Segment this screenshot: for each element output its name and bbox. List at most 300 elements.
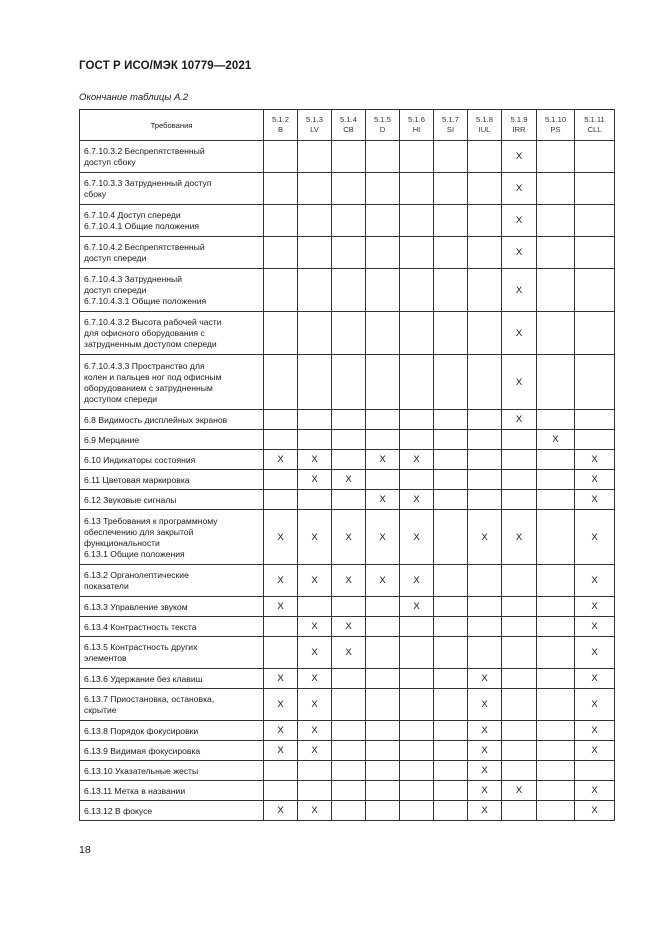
requirement-cell <box>80 450 264 470</box>
requirement-cell <box>80 637 264 669</box>
mark-cell <box>400 689 434 721</box>
mark-cell: X <box>298 565 332 597</box>
mark-cell <box>434 430 468 450</box>
requirement-text: 6.7.10.4.3.3 Пространство для <box>84 360 205 371</box>
column-header: 5.1.8 IUL <box>468 110 502 141</box>
mark-cell: X <box>537 430 575 450</box>
requirement-text: 6.7.10.4.1 Общие положения <box>84 221 200 231</box>
mark-cell <box>366 669 400 689</box>
mark-cell: X <box>400 490 434 510</box>
mark-cell <box>298 312 332 355</box>
requirement-text: показатели <box>84 581 129 591</box>
mark-cell <box>264 617 298 637</box>
table-row <box>80 237 615 269</box>
mark-cell <box>264 173 298 205</box>
mark-cell <box>537 801 575 821</box>
mark-cell <box>537 781 575 801</box>
table-row <box>80 669 615 689</box>
requirement-text: элементов <box>84 653 127 663</box>
mark-cell <box>434 781 468 801</box>
mark-cell <box>575 761 615 781</box>
mark-cell <box>298 490 332 510</box>
mark-cell <box>332 173 366 205</box>
requirements-table <box>79 109 615 821</box>
requirement-cell <box>80 801 264 821</box>
mark-cell: X <box>575 637 615 669</box>
mark-cell: X <box>502 141 537 173</box>
mark-cell: X <box>575 490 615 510</box>
requirement-cell <box>80 269 264 312</box>
mark-cell <box>434 355 468 410</box>
mark-cell <box>537 450 575 470</box>
mark-cell <box>366 741 400 761</box>
mark-cell: X <box>298 450 332 470</box>
mark-cell <box>434 237 468 269</box>
mark-cell <box>366 781 400 801</box>
mark-cell <box>537 510 575 565</box>
requirement-text: 6.13.5 Контрастность других <box>84 642 198 652</box>
table-header-row <box>80 110 615 141</box>
mark-cell <box>468 470 502 490</box>
table-row <box>80 205 615 237</box>
mark-cell <box>366 689 400 721</box>
mark-cell <box>537 173 575 205</box>
mark-cell: X <box>298 470 332 490</box>
mark-cell <box>434 617 468 637</box>
mark-cell: X <box>575 565 615 597</box>
mark-cell <box>366 430 400 450</box>
mark-cell <box>332 269 366 312</box>
mark-cell <box>434 741 468 761</box>
requirement-cell <box>80 490 264 510</box>
requirement-text: колен и пальцев ног под офисным <box>84 371 222 382</box>
mark-cell: X <box>400 597 434 617</box>
requirement-text: доступ спереди <box>84 285 147 295</box>
mark-cell <box>366 721 400 741</box>
mark-cell <box>502 741 537 761</box>
column-header: 5.1.11 CLL <box>575 110 615 141</box>
table-row <box>80 637 615 669</box>
column-header: 5.1.5 D <box>366 110 400 141</box>
table-row <box>80 510 615 565</box>
requirement-cell <box>80 565 264 597</box>
mark-cell <box>575 205 615 237</box>
mark-cell <box>537 205 575 237</box>
mark-cell: X <box>332 637 366 669</box>
column-header: 5.1.6 HI <box>400 110 434 141</box>
mark-cell <box>502 801 537 821</box>
table-row <box>80 689 615 721</box>
mark-cell <box>366 410 400 430</box>
requirement-text: 6.13.8 Порядок фокусировки <box>84 725 199 736</box>
mark-cell <box>537 141 575 173</box>
table-row <box>80 141 615 173</box>
table-row <box>80 597 615 617</box>
mark-cell: X <box>502 410 537 430</box>
mark-cell <box>366 470 400 490</box>
mark-cell <box>468 617 502 637</box>
mark-cell <box>366 597 400 617</box>
requirement-text: оборудованием с затрудненным <box>84 382 213 393</box>
mark-cell: X <box>575 597 615 617</box>
mark-cell <box>575 269 615 312</box>
mark-cell <box>332 490 366 510</box>
mark-cell <box>400 269 434 312</box>
requirement-cell <box>80 173 264 205</box>
requirement-text: затрудненным доступом спереди <box>84 339 217 349</box>
table-row <box>80 617 615 637</box>
mark-cell <box>264 205 298 237</box>
mark-cell <box>575 237 615 269</box>
mark-cell <box>332 430 366 450</box>
mark-cell <box>366 173 400 205</box>
mark-cell: X <box>298 637 332 669</box>
mark-cell <box>434 312 468 355</box>
table-row <box>80 801 615 821</box>
mark-cell <box>468 410 502 430</box>
requirement-text: для офисного оборудования с <box>84 328 205 338</box>
requirement-text: 6.13.2 Органолептические <box>84 570 189 580</box>
mark-cell <box>502 761 537 781</box>
mark-cell <box>400 355 434 410</box>
mark-cell <box>434 721 468 741</box>
mark-cell: X <box>298 721 332 741</box>
mark-cell <box>332 450 366 470</box>
requirement-cell <box>80 510 264 565</box>
mark-cell <box>537 410 575 430</box>
mark-cell <box>468 490 502 510</box>
requirement-text: 6.7.10.4.3.2 Высота рабочей части <box>84 317 222 327</box>
requirement-text: обеспечению для закрытой <box>84 526 194 537</box>
mark-cell: X <box>400 450 434 470</box>
table-row <box>80 761 615 781</box>
column-header: 5.1.2 B <box>264 110 298 141</box>
mark-cell <box>537 637 575 669</box>
requirement-text: 6.12 Звуковые сигналы <box>84 494 177 505</box>
mark-cell: X <box>264 689 298 721</box>
mark-cell <box>537 617 575 637</box>
table-row <box>80 355 615 410</box>
mark-cell <box>332 741 366 761</box>
mark-cell: X <box>298 689 332 721</box>
mark-cell <box>264 470 298 490</box>
table-row <box>80 781 615 801</box>
mark-cell <box>332 801 366 821</box>
mark-cell <box>400 410 434 430</box>
mark-cell <box>434 597 468 617</box>
requirement-cell <box>80 141 264 173</box>
mark-cell <box>332 141 366 173</box>
mark-cell <box>537 269 575 312</box>
requirement-cell <box>80 669 264 689</box>
mark-cell <box>537 490 575 510</box>
mark-cell: X <box>468 741 502 761</box>
mark-cell: X <box>575 801 615 821</box>
requirement-text: скрытие <box>84 705 117 715</box>
requirement-text: сбоку <box>84 189 107 199</box>
column-header: 5.1.10 PS <box>537 110 575 141</box>
mark-cell <box>264 781 298 801</box>
mark-cell <box>400 312 434 355</box>
mark-cell <box>366 269 400 312</box>
mark-cell: X <box>366 510 400 565</box>
mark-cell <box>537 721 575 741</box>
requirement-text: функциональности <box>84 537 160 548</box>
column-header: 5.1.4 CB <box>332 110 366 141</box>
mark-cell: X <box>298 741 332 761</box>
mark-cell <box>400 237 434 269</box>
mark-cell: X <box>366 565 400 597</box>
mark-cell <box>400 173 434 205</box>
mark-cell <box>366 205 400 237</box>
requirement-cell <box>80 470 264 490</box>
mark-cell <box>575 430 615 450</box>
table-row <box>80 470 615 490</box>
mark-cell <box>502 669 537 689</box>
mark-cell <box>434 141 468 173</box>
mark-cell <box>434 470 468 490</box>
mark-cell <box>434 205 468 237</box>
mark-cell <box>264 237 298 269</box>
mark-cell <box>434 801 468 821</box>
mark-cell <box>298 761 332 781</box>
mark-cell <box>264 141 298 173</box>
mark-cell <box>434 637 468 669</box>
mark-cell <box>468 597 502 617</box>
mark-cell <box>264 410 298 430</box>
mark-cell <box>366 237 400 269</box>
mark-cell: X <box>502 269 537 312</box>
mark-cell <box>400 637 434 669</box>
table-row <box>80 410 615 430</box>
mark-cell: X <box>575 721 615 741</box>
requirement-text: 6.13.11 Метка в названии <box>84 785 186 796</box>
mark-cell <box>434 761 468 781</box>
mark-cell <box>400 741 434 761</box>
mark-cell <box>468 430 502 450</box>
mark-cell: X <box>502 205 537 237</box>
mark-cell <box>264 430 298 450</box>
requirement-text: доступ сбоку <box>84 157 136 167</box>
mark-cell <box>332 410 366 430</box>
mark-cell <box>298 269 332 312</box>
mark-cell <box>468 269 502 312</box>
mark-cell <box>264 490 298 510</box>
table-row <box>80 312 615 355</box>
mark-cell: X <box>575 741 615 761</box>
mark-cell: X <box>468 801 502 821</box>
mark-cell <box>502 721 537 741</box>
table-row <box>80 450 615 470</box>
mark-cell <box>468 205 502 237</box>
mark-cell <box>366 355 400 410</box>
mark-cell <box>575 355 615 410</box>
mark-cell <box>434 510 468 565</box>
column-header: 5.1.3 LV <box>298 110 332 141</box>
mark-cell <box>502 597 537 617</box>
requirement-cell <box>80 761 264 781</box>
mark-cell <box>400 430 434 450</box>
mark-cell <box>400 617 434 637</box>
mark-cell <box>298 205 332 237</box>
mark-cell <box>502 450 537 470</box>
requirement-text: доступом спереди <box>84 393 158 404</box>
mark-cell <box>264 269 298 312</box>
mark-cell: X <box>468 510 502 565</box>
mark-cell <box>366 801 400 821</box>
requirement-text: 6.13.10 Указательные жесты <box>84 765 199 776</box>
table-row <box>80 490 615 510</box>
mark-cell: X <box>332 470 366 490</box>
mark-cell <box>366 617 400 637</box>
mark-cell: X <box>366 450 400 470</box>
mark-cell <box>537 355 575 410</box>
mark-cell: X <box>502 237 537 269</box>
mark-cell: X <box>264 597 298 617</box>
mark-cell <box>332 312 366 355</box>
mark-cell <box>502 637 537 669</box>
mark-cell: X <box>298 617 332 637</box>
requirement-text: 6.11 Цветовая маркировка <box>84 474 190 485</box>
mark-cell <box>537 761 575 781</box>
mark-cell <box>298 141 332 173</box>
mark-cell <box>502 470 537 490</box>
requirement-cell <box>80 617 264 637</box>
mark-cell: X <box>264 450 298 470</box>
mark-cell: X <box>502 510 537 565</box>
requirement-cell <box>80 237 264 269</box>
mark-cell <box>332 721 366 741</box>
mark-cell <box>434 173 468 205</box>
mark-cell <box>502 617 537 637</box>
mark-cell: X <box>264 565 298 597</box>
mark-cell <box>400 205 434 237</box>
requirement-text: 6.7.10.3.3 Затрудненный доступ <box>84 178 212 188</box>
mark-cell <box>332 205 366 237</box>
requirement-text: 6.7.10.4.3.1 Общие положения <box>84 296 207 306</box>
mark-cell <box>434 689 468 721</box>
mark-cell <box>264 312 298 355</box>
mark-cell <box>298 597 332 617</box>
mark-cell <box>400 669 434 689</box>
mark-cell <box>332 689 366 721</box>
requirement-text: 6.7.10.4.3 Затрудненный <box>84 274 183 284</box>
mark-cell: X <box>502 355 537 410</box>
mark-cell <box>332 237 366 269</box>
mark-cell <box>468 565 502 597</box>
mark-cell <box>468 637 502 669</box>
mark-cell: X <box>468 781 502 801</box>
requirement-text: 6.13.9 Видимая фокусировка <box>84 745 201 756</box>
mark-cell <box>298 781 332 801</box>
mark-cell: X <box>332 617 366 637</box>
mark-cell <box>264 761 298 781</box>
mark-cell <box>502 565 537 597</box>
mark-cell: X <box>264 741 298 761</box>
mark-cell <box>298 430 332 450</box>
mark-cell: X <box>264 801 298 821</box>
mark-cell: X <box>264 669 298 689</box>
requirement-text: 6.13 Требования к программному <box>84 515 218 526</box>
column-header: 5.1.9 IRR <box>502 110 537 141</box>
mark-cell: X <box>264 721 298 741</box>
requirement-cell <box>80 205 264 237</box>
mark-cell: X <box>575 617 615 637</box>
mark-cell: X <box>468 761 502 781</box>
mark-cell <box>298 410 332 430</box>
requirement-text: 6.7.10.3.2 Беспрепятственный <box>84 146 205 156</box>
mark-cell <box>434 269 468 312</box>
mark-cell <box>502 430 537 450</box>
mark-cell <box>434 450 468 470</box>
mark-cell <box>468 141 502 173</box>
mark-cell <box>434 410 468 430</box>
mark-cell: X <box>400 510 434 565</box>
mark-cell <box>366 761 400 781</box>
mark-cell <box>366 312 400 355</box>
requirement-text: 6.13.1 Общие положения <box>84 548 185 559</box>
mark-cell <box>468 312 502 355</box>
requirement-cell <box>80 430 264 450</box>
mark-cell <box>575 312 615 355</box>
requirement-cell <box>80 741 264 761</box>
page-number: 18 <box>79 844 91 856</box>
mark-cell <box>537 312 575 355</box>
table-row <box>80 565 615 597</box>
mark-cell: X <box>575 781 615 801</box>
mark-cell: X <box>264 510 298 565</box>
mark-cell <box>434 490 468 510</box>
mark-cell <box>366 637 400 669</box>
table-body <box>80 141 615 821</box>
requirement-text: 6.7.10.4 Доступ спереди <box>84 210 181 220</box>
mark-cell <box>537 689 575 721</box>
mark-cell <box>332 597 366 617</box>
requirement-cell <box>80 312 264 355</box>
table-caption: Окончание таблицы А.2 <box>79 92 189 103</box>
mark-cell <box>298 237 332 269</box>
mark-cell: X <box>575 470 615 490</box>
mark-cell <box>400 141 434 173</box>
requirement-text: 6.7.10.4.2 Беспрепятственный <box>84 242 205 252</box>
mark-cell <box>400 801 434 821</box>
table-row <box>80 741 615 761</box>
mark-cell: X <box>502 312 537 355</box>
mark-cell: X <box>575 510 615 565</box>
table-row <box>80 173 615 205</box>
requirement-text: 6.8 Видимость дисплейных экранов <box>84 414 228 425</box>
requirement-cell <box>80 689 264 721</box>
mark-cell <box>332 355 366 410</box>
mark-cell <box>537 741 575 761</box>
mark-cell <box>298 355 332 410</box>
mark-cell <box>468 355 502 410</box>
mark-cell <box>502 689 537 721</box>
requirement-text: 6.13.7 Приостановка, остановка, <box>84 694 215 704</box>
mark-cell <box>400 721 434 741</box>
requirement-cell <box>80 597 264 617</box>
mark-cell <box>468 450 502 470</box>
column-header: 5.1.7 SI <box>434 110 468 141</box>
requirement-text: 6.13.12 В фокусе <box>84 805 153 816</box>
requirement-cell <box>80 781 264 801</box>
mark-cell <box>400 470 434 490</box>
table-row <box>80 269 615 312</box>
mark-cell <box>502 490 537 510</box>
mark-cell <box>332 781 366 801</box>
requirement-text: 6.13.4 Контрастность текста <box>84 621 197 632</box>
mark-cell <box>537 470 575 490</box>
